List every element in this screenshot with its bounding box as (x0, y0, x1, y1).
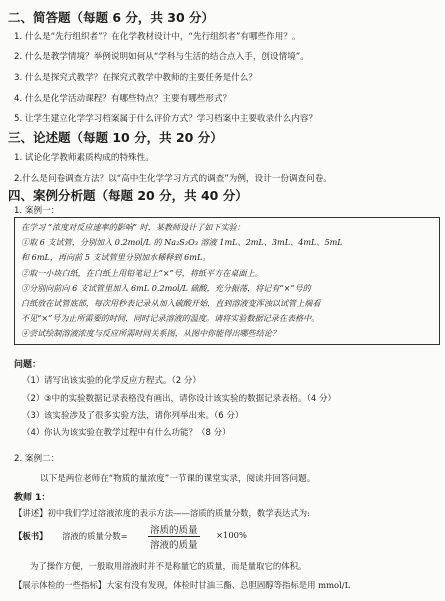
formula-numerator: 溶质的质量 (148, 522, 200, 537)
problem-text: 该实验涉及了很多实验方法，请你列举出来。（6 分） (44, 411, 244, 421)
box-line: 不见“×”号为止所需要的时间，同时记录溶液的温度。请将实验数据记录在表格中。 (21, 313, 320, 323)
short-answer-heading: 二、简答题（每题 6 分，共 30 分） (8, 10, 215, 25)
teacher-label: 教师 1： (14, 493, 51, 503)
problem-number: （2） (22, 394, 45, 404)
box-line: ③分别向前向 6 支试管里加入 6mL 0.2mol/L 硫酸，充分振荡，将记有“×”号的 (21, 283, 311, 293)
problem-number: （1） (22, 376, 45, 386)
box-line: ①取 6 支试管，分别加入 0.2mol/L 的 Na₂S₂O₃ 溶液 1mL、2mL、3mL、4mL、5mL (21, 237, 343, 247)
problem-number: （3） (22, 411, 45, 421)
experiment-box (14, 217, 440, 345)
box-line: ②取一小块白纸，在白纸上用铅笔记上“×”号，将纸平方在桌面上。 (21, 268, 263, 278)
case1-label: 1. 案例一： (14, 206, 60, 216)
short-answer-q5: 5. 让学生建立化学学习档案属于什么评价方式？学习档案中主要收录什么内容？ (14, 114, 318, 124)
formula-lhs: 溶液的质量分数= (62, 531, 128, 541)
problem-text: ③中的实验数据记录表格没有画出，请你设计该实验的数据记录表格。（4 分） (44, 394, 336, 404)
box-line: 和 6mL，再向前 5 支试管里分别加水稀释到 6mL。 (21, 252, 211, 262)
essay-q1: 1. 试论化学教师素质构成的特殊性。 (14, 153, 154, 163)
problem-text: 请写出该实验的化学反应方程式。（2 分） (44, 376, 201, 386)
formula-denominator: 溶液的质量 (150, 540, 198, 551)
problem-text: 你认为该实验在教学过程中有什么功能？（8 分） (44, 428, 231, 438)
paragraph-2: 【展示体检的一些指标】大家有没有发现，体检时甘油三酯、总胆固醇等指标是用 mmol/L (14, 580, 351, 590)
box-line: 在学习 “浓度对反应速率的影响” 时，某教师设计了如下实验： (21, 222, 245, 232)
case2-label: 2. 案例二： (14, 454, 60, 464)
questions-label: 问题： (14, 360, 42, 370)
essay-q2: 2.什么是问卷调查方法？以“高中生化学学习方式的调查”为例，设计一份调查问卷。 (14, 174, 332, 184)
problem-number: （4） (22, 428, 45, 438)
mass-fraction-formula (148, 522, 200, 551)
essay-heading: 三、论述题（每题 10 分，共 20 分） (8, 130, 223, 145)
formula-rhs: ×100% (216, 530, 247, 540)
box-line: ④尝试绘制溶液浓度与反应所需时间关系图，从图中你能得出哪些结论？ (21, 328, 281, 338)
case-analysis-heading: 四、案例分析题（每题 20 分，共 40 分） (8, 188, 248, 203)
board-tag: 【板书】 (14, 531, 48, 541)
paragraph-1: 为了操作方便，一般取用溶液时并不是称量它的质量，而是量取它的体积。 (30, 561, 307, 571)
short-answer-q2: 2. 什么是教学情境？举例说明如何从“学科与生活的结合点入手，创设情境”。 (14, 52, 309, 62)
short-answer-q1: 1. 什么是“先行组织者”？在化学教材设计中，“先行组织者”有哪些作用？。 (14, 32, 301, 42)
case2-intro: 以下是两位老师在“物质的量浓度”一节课的课堂实录，阅读并回答问题。 (40, 474, 316, 484)
box-line: 白纸放在试管底部，每次用秒表记录从加入硫酸开始，直到溶液变浑浊以试管上端看 (21, 298, 321, 308)
short-answer-q4: 4. 什么是化学活动课程？有哪些特点？主要有哪些形式？ (14, 94, 232, 104)
lecture-line: 【讲述】初中我们学过溶液浓度的表示方法——溶质的质量分数，数学表达式为: (14, 508, 310, 518)
short-answer-q3: 3. 什么是探究式教学？在探究式教学中教师的主要任务是什么？ (14, 73, 257, 83)
